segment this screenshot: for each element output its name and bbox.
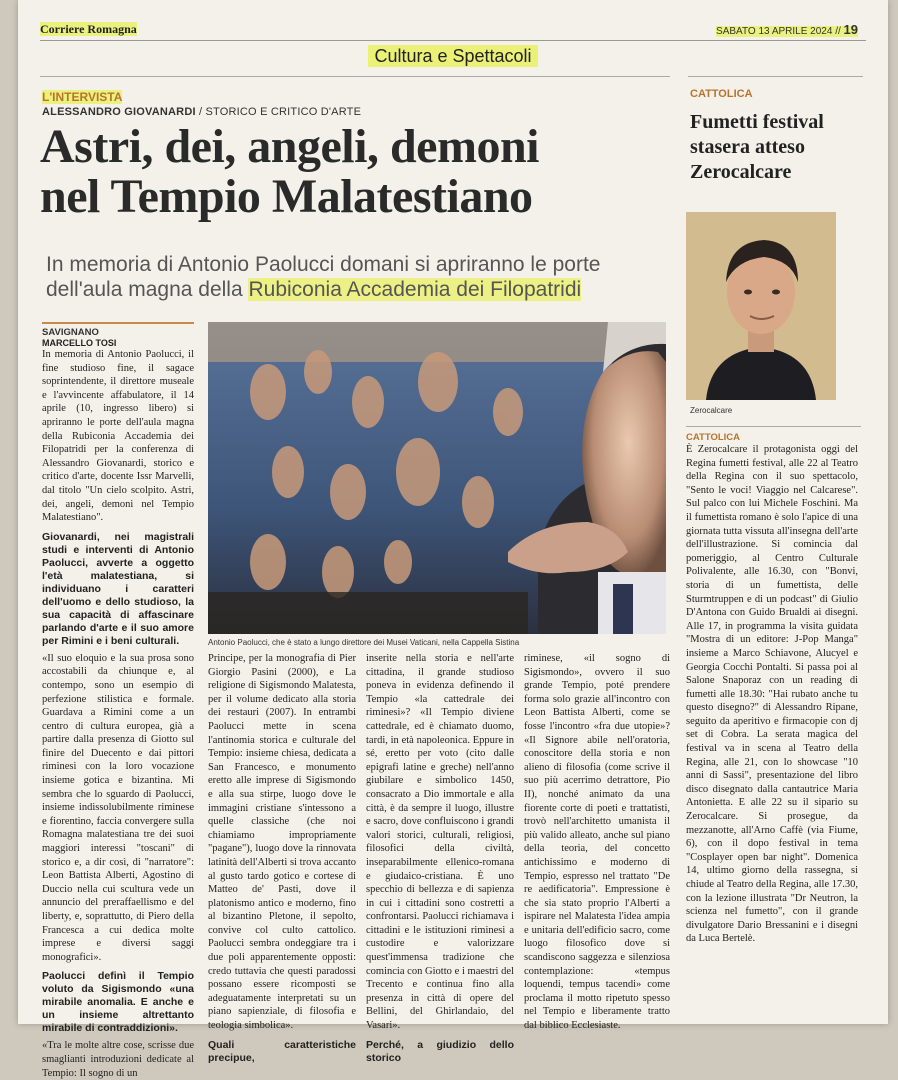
section-title: Cultura e Spettacoli (318, 46, 588, 67)
article-column-1 (42, 322, 194, 1079)
sidebar-column (686, 432, 858, 1022)
lead-paragraph: Perché, a giudizio dello storico (366, 1038, 514, 1064)
sistine-fresco-image (208, 322, 666, 634)
page-number: 19 (843, 22, 858, 37)
author-name: MARCELLO TOSI (42, 338, 117, 348)
masthead: Corriere Romagna (40, 22, 137, 36)
header-rule (40, 40, 866, 41)
sidebar-paragraph: È Zerocalcare il protagonista oggi del Regina fumetti festival, alle 22 al Teatro della Regina con il suo spettacolo, "Sento le voci! Viaggio nel Calcarese". Sul palco con lui Michele Foschini. Ma il fumettista romano è solo l'apice di una giornata tutta vissuta all'insegna dell'arte dell'illustrazione. Si comincia dal pomeriggio, al Centro Culturale Polivalente, alle 16.30, con "Bonvi, storia di un fumettista, delle Sturmtruppen e di un podcast" di Giulio D'Antona con Guido Brualdi ai disegni. Alle 17, in programma la visita guidata "Mostra di un editore: J-Pop Manga" insieme a Marco Schiavone, Alucyel e Georgia Cocchi Pontalti. Si passa poi al Salone Snaporaz con un reading di fumetti alle 18.30: "Hai rubato anche tu questo disegno?" di Alessandro Ripane, seguito da aperitivo e firmacopie con dj set di Cobra. La serata magica del festival va in scena al Teatro della Regina, alle 21, con lo showcase "10 anni di Sassi", presentazione del libro disco disegnato dalla cantautrice Maria Antonietta. E alle 22 su il sipario su Zerocalcare. Si prosegue, da mezzanotte, all'Arno Caffè (via Fiume, 6), con il dopo festival in tema "Cosplayer open bar night". Domenica 14, ultimo giorno della rassegna, si chiude al Teatro della Regina, alle 17.30, con la lezione illustrata "Dr Neutron, la scienza nel fumetto", con il grande divulgatore Dario Bressanini e i disegni da Luca Bertelè. (686, 444, 858, 945)
article-column-4 (524, 652, 670, 1032)
article-byline: ALESSANDRO GIOVANARDI / STORICO E CRITICO D'ARTE (42, 106, 362, 118)
sidebar-title: Fumetti festival stasera atteso Zerocalcare (690, 111, 824, 183)
section-rule-side (688, 76, 863, 77)
paragraph: riminese, «il sogno di Sigismondo», ovvero il suo grande Tempio, poté prendere forma solo grazie all'incontro con Leon Battista Alberti, come se fosse l'incontro «fra due utopie»? «Il Signore abile nell'oratoria, conoscitore della storia e non alieno di filosofia (come scrive il suo più acerrimo detrattore, Pio II), nonché animato da una fiorente corte di poeti e trattatisti, trovò nell'architetto umanista il più valido alleato, anche sul piano della teoria, del concetto antichissimo e moderno di Tempio, espresso nel trattato "De re aedificatoria". Empressione è che sia stato proprio l'Alberti a ispirare nel Malatesta l'idea ampia e unitaria dell'edificio sacro, come luogo filosofico dove si scandiscono saggezza e silenziosa contemplazione: «tempus loquendi, tempus tacendi» come proclama il motto ripetuto spesso nel Tempio e liberamente tratto dal biblico Ecclesiaste. (524, 653, 670, 1032)
sidebar-photo-caption: Zerocalcare (690, 406, 733, 415)
article-subtitle: In memoria di Antonio Paolucci domani si apriranno le porte dell'aula magna della Rubiconia Accademia dei Filopatridi (46, 253, 601, 301)
article-kicker: L'INTERVISTA (42, 90, 123, 104)
date: SABATO 13 APRILE 2024 // (716, 26, 841, 37)
zerocalcare-portrait (686, 212, 836, 400)
lead-paragraph: Quali caratteristiche precipue, (208, 1038, 356, 1064)
paragraph: In memoria di Antonio Paolucci, il fine studioso fine, il sagace soprintendente, il direttore museale e l'avvincente affabulatore, il 14 aprile (10, ingresso libero) si apriranno le porte dell'aula magna della Rubiconia Accademia dei Filopatridi per la conferenza di Alessandro Giovanardi, storico e critico d'arte, docente Issr Marvelli, dal titolo "Un cielo scolpito. Astri, dei, angeli, demoni nel Tempio Malatestiano". (42, 349, 194, 524)
title-line-2: nel Tempio Malatestiano (40, 170, 533, 223)
article-column-3 (366, 652, 514, 1064)
photo-caption: Antonio Paolucci, che è stato a lungo direttore dei Musei Vaticani, nella Cappella Sistina (208, 638, 520, 647)
sidebar-photo (686, 212, 836, 400)
title-line-1: Astri, dei, angeli, demoni (40, 120, 539, 173)
section-rule (40, 76, 670, 77)
dateline (716, 22, 858, 37)
paragraph: Principe, per la monografia di Pier Giorgio Pasini (2000), e La religione di Sigismondo Malatesta, per il volume dedicato alla storia dei restauri (2007). In entrambi Paolucci mette in scena l'antinomia storica e culturale del Tempio: insieme chiesa, dedicata a San Francesco, e monumento eretto alle imprese di Sigismondo e alla sua stirpe, luogo dove le immagini cristiane s'intessono a quelle classiche (che noi chiamiamo impropriamente "pagane"), luogo dove la rinnovata latinità dell'Alberti si trova accanto al gusto tardo gotico e cortese di Matteo de' Pasti, dove il platonismo antico e moderno, fino al bizantino Pletone, il sepolto, convive col culto cattolico. Paolucci sembra ondeggiare tra i due poli apparentemente opposti: credo tuttavia che questi paradossi possano essere ricomposti se adeguatamente interpretati su un piano sapienziale, di filosofia e teologia simbolica». (208, 653, 356, 1032)
lead-paragraph: Paolucci definì il Tempio voluto da Sigismondo «una mirabile anomalia. E anche e un insieme altrettanto mirabile di contraddizioni». (42, 970, 194, 1035)
lead-paragraph: Giovanardi, nei magistrali studi e interventi di Antonio Paolucci, avverte a oggetto l'età malatestiana, si individuano i caratteri dell'uomo e dello studioso, la sua capacità di affascinare parlando d'arte e il suo amore per Rimini e i beni culturali. (42, 530, 194, 647)
paragraph: «Il suo eloquio e la sua prosa sono accostabili da chiunque e, al contempo, sono un esempio di perfezione stilistica e formale. Guardava a Rimini come a un centro di cultura europea, già a partire dalla presenza di Giotto sul finire del Duecento e dai pittori riminesi con la loro vocazione insieme gotica e bizantina. Mi sembra che lo sguardo di Paolucci, insieme indissolubilmente riminese e fiorentino, faccia convergere sulla Romagna malatestiana tre dei suoi maggiori interessi "toscani" di storico e, a dir così, di "narratore": Leon Battista Alberti, Agostino di Duccio nella cui scultura vede un annuncio del preraffaellismo e del liberty, e, soprattutto, di Piero della Francesca a cui dedica molte imprese e diversi saggi monografici». (42, 652, 194, 963)
sidebar-kicker: CATTOLICA (690, 88, 753, 100)
newspaper-page (18, 0, 888, 1079)
article-photo (208, 322, 666, 634)
paragraph: inserite nella storia e nell'arte cittadina, il grande studioso poneva in evidenza definendo il Tempio «la cattedrale dei riminesi»? «Il Tempio diviene cattedrale, ed è chiamato duomo, tardi, in età napoleonica. Eppure in sé, eretto per voto (cito dalle epigrafi latine e greche) nell'anno giubilare e simbolico 1450, consacrato a Dio immortale e alla città, è da sempre il luogo, illustre e sacro, dove confluiscono i grandi valori storici, culturali, religiosi, filosofici della civiltà, inseparabilmente ellenico-romana e giudaico-cristiana. È uno specchio di bellezza e di sapienza in cui i cittadini sono costretti a confrontarsi. Paolucci richiamava i cittadini e le istituzioni riminesi a custodire e valorizzare quest'immensa tradizione che comincia con Giotto e i maestri del Trecento e continua fino alla presenza in città di opere del Bellini, del Ghirlandaio, del Vasari». (366, 653, 514, 1032)
sidebar-location: CATTOLICA (686, 432, 741, 443)
paragraph: «Tra le molte altre cose, scrisse due smaglianti introduzioni dedicate al Tempio: Il sogno di un (42, 1040, 194, 1079)
sidebar-rule (686, 426, 861, 427)
location-label: SAVIGNANO (42, 322, 194, 338)
article-column-2 (208, 652, 356, 1064)
article-title (40, 122, 660, 222)
